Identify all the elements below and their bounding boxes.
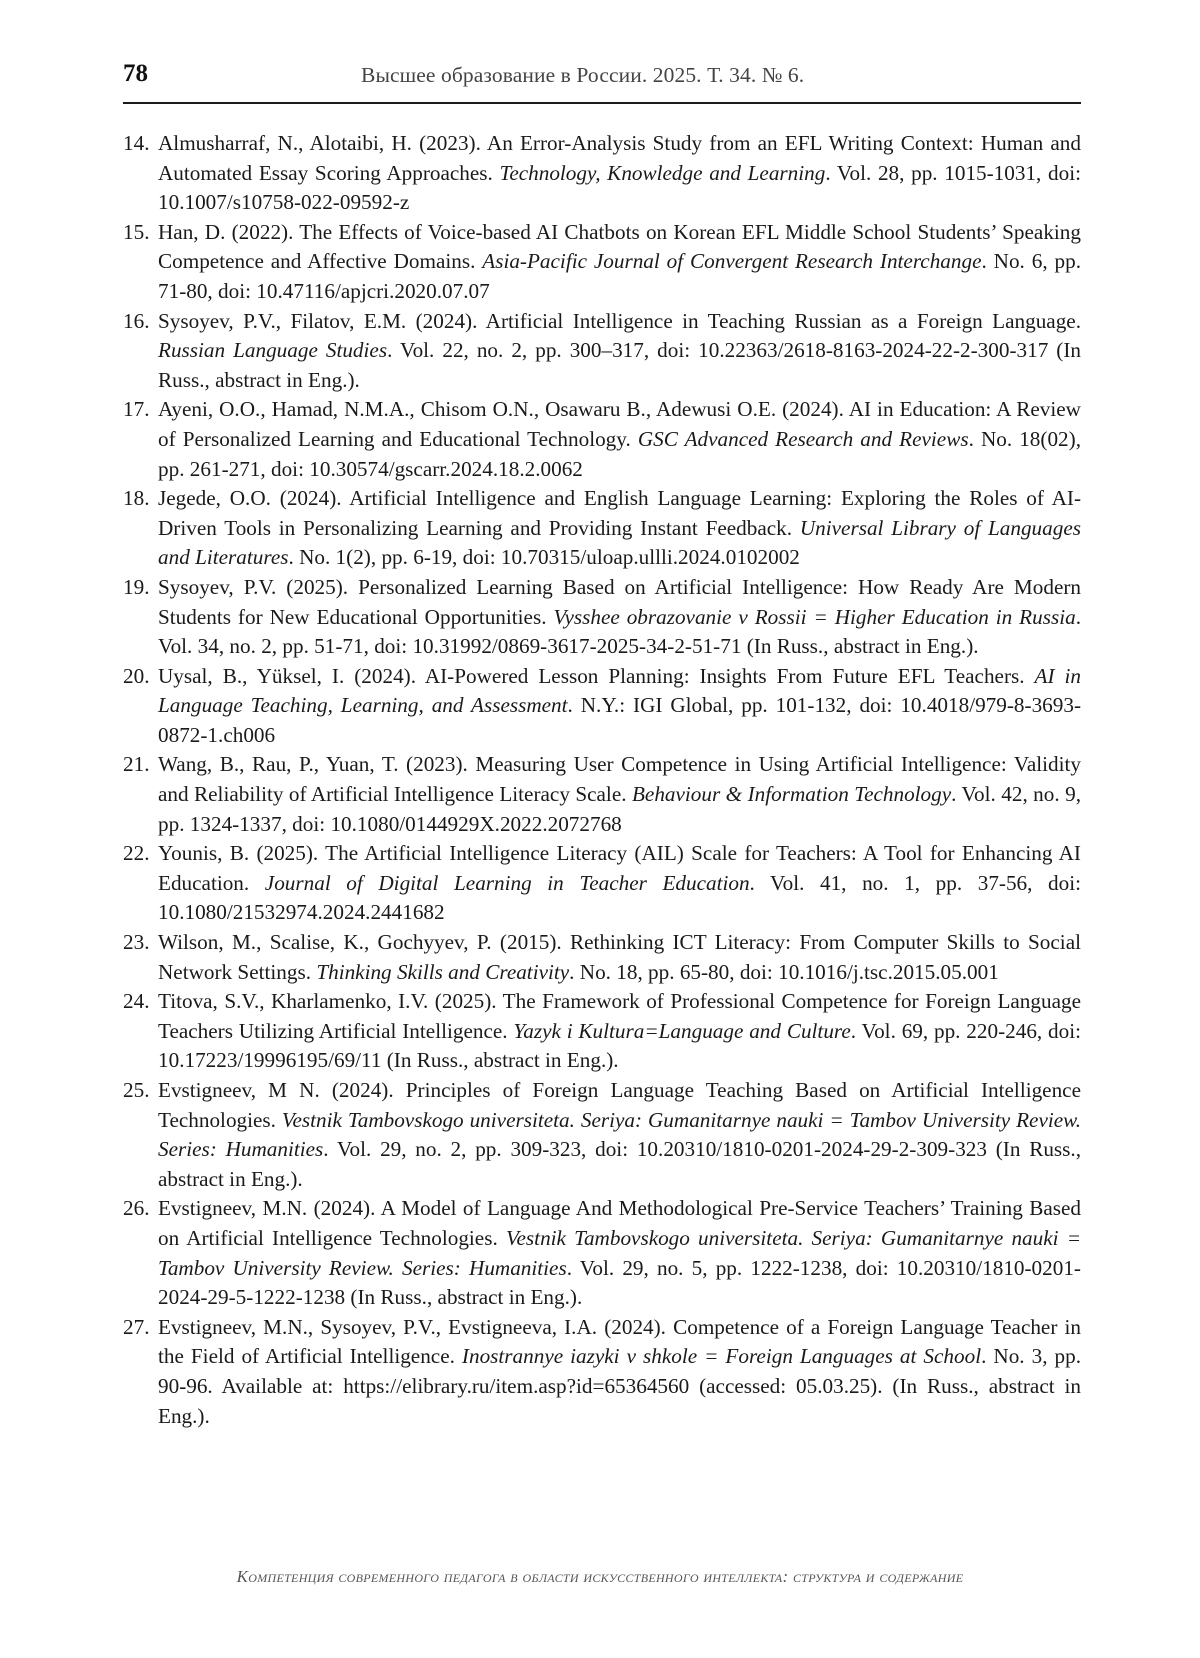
reference-journal: Behaviour & Information Technology bbox=[631, 782, 952, 807]
reference-details: . N.Y.: IGI Global, pp. 101-132, doi: 10.4018/979-8-3693-0872-1.ch006 bbox=[158, 693, 1081, 747]
reference-authors-title: Evstigneev, M N. (2024). Principles of Foreign Language Teaching Based on Artificial Intelligence Technologies. bbox=[158, 1078, 1081, 1132]
reference-item bbox=[123, 928, 1081, 987]
reference-authors-title: Evstigneev, M.N., Sysoyev, P.V., Evstigneeva, I.A. (2024). Competence of a Foreign Language Teacher in the Field of Artificial Intelligence. bbox=[158, 1314, 1081, 1369]
reference-journal: Vestnik Tambovskogo universiteta. Seriya: Gumanitarnye nauki = Tambov University Review. Series: Humanities bbox=[158, 1225, 1082, 1280]
reference-authors-title: Han, D. (2022). The Effects of Voice-based AI Chatbots on Korean EFL Middle School Students’ Speaking Competence and Affective Domains. bbox=[158, 219, 1081, 274]
reference-number: 16. bbox=[123, 308, 150, 333]
reference-item bbox=[123, 750, 1081, 839]
reference-authors-title: Sysoyev, P.V., Filatov, E.M. (2024). Artificial Intelligence in Teaching Russian as a Foreign Language. bbox=[158, 308, 1081, 333]
reference-journal: AI in Language Teaching, Learning, and Assessment bbox=[158, 663, 1081, 718]
reference-journal: Russian Language Studies bbox=[158, 338, 388, 363]
reference-number: 14. bbox=[123, 131, 150, 155]
reference-details: . No. 3, pp. 90-96. Available at: https://elibrary.ru/item.asp?id=65364560 (accessed: 05.03.25). (In Russ., abstract in Eng.). bbox=[158, 1344, 1081, 1428]
reference-item bbox=[123, 573, 1081, 662]
reference-item bbox=[123, 484, 1081, 573]
reference-details: . No. 6, pp. 71-80, doi: 10.47116/apjcri.2020.07.07 bbox=[158, 249, 1081, 303]
reference-journal: Technology, Knowledge and Learning bbox=[499, 160, 826, 185]
reference-number: 15. bbox=[123, 219, 150, 244]
reference-authors-title: Almusharraf, N., Alotaibi, H. (2023). An Error-Analysis Study from an EFL Writing Context: Human and Automated Essay Scoring Approaches. bbox=[158, 131, 1081, 185]
reference-details: . No. 1(2), pp. 6-19, doi: 10.70315/uloap.ullli.2024.0102002 bbox=[288, 545, 800, 570]
reference-authors-title: Uysal, B., Yüksel, I. (2024). AI-Powered Lesson Planning: Insights From Future EFL Teachers. bbox=[158, 663, 1035, 688]
reference-number: 17. bbox=[123, 397, 150, 422]
reference-item bbox=[123, 307, 1081, 396]
reference-authors-title: Titova, S.V., Kharlamenko, I.V. (2025). The Framework of Professional Competence for Foreign Language Teachers Utilizing Artificial Intelligence. bbox=[158, 989, 1081, 1043]
reference-journal: Vestnik Tambovskogo universiteta. Seriya: Gumanitarnye nauki = Tambov University Review. Series: Humanities bbox=[158, 1107, 1081, 1162]
reference-details: . Vol. 41, no. 1, pp. 37-56, doi: 10.1080/21532974.2024.2441682 bbox=[158, 870, 1082, 925]
reference-authors-title: Evstigneev, M.N. (2024). A Model of Language And Methodological Pre-Service Teachers’ Training Based on Artificial Intelligence Technologies. bbox=[158, 1196, 1081, 1250]
reference-journal: Vysshee obrazovanie v Rossii = Higher Education in Russia bbox=[553, 604, 1076, 629]
reference-details: . No. 18, pp. 65-80, doi: 10.1016/j.tsc.2015.05.001 bbox=[569, 959, 999, 984]
reference-journal: Asia-Pacific Journal of Convergent Research Interchange bbox=[482, 249, 982, 274]
reference-journal: Yazyk i Kultura=Language and Culture bbox=[513, 1018, 851, 1043]
reference-item bbox=[123, 129, 1081, 218]
reference-item bbox=[123, 662, 1081, 751]
reference-item bbox=[123, 1194, 1081, 1312]
reference-authors-title: Younis, B. (2025). The Artificial Intelligence Literacy (AIL) Scale for Teachers: A Tool for Enhancing AI Education. bbox=[158, 841, 1081, 895]
reference-details: . Vol. 42, no. 9, pp. 1324-1337, doi: 10.1080/0144929X.2022.2072768 bbox=[158, 782, 1081, 836]
reference-item bbox=[123, 395, 1081, 484]
reference-details: . Vol. 69, pp. 220-246, doi: 10.17223/19996195/69/11 (In Russ., abstract in Eng.). bbox=[158, 1018, 1082, 1073]
reference-item bbox=[123, 1076, 1081, 1194]
reference-number: 22. bbox=[123, 841, 150, 866]
reference-authors-title: Ayeni, O.O., Hamad, N.M.A., Chisom O.N., Osawaru B., Adewusi O.E. (2024). AI in Education: A Review of Personalized Learning and Educational Technology. bbox=[158, 397, 1081, 451]
page-header bbox=[123, 58, 1081, 104]
reference-number: 24. bbox=[123, 989, 150, 1014]
reference-details: . Vol. 22, no. 2, pp. 300–317, doi: 10.22363/2618-8163-2024-22-2-300-317 (In Russ., abstract in Eng.). bbox=[158, 338, 1081, 392]
reference-item bbox=[123, 218, 1081, 307]
reference-number: 27. bbox=[123, 1314, 150, 1339]
reference-number: 20. bbox=[123, 663, 150, 688]
reference-details: . Vol. 29, no. 5, pp. 1222-1238, doi: 10.20310/1810-0201-2024-29-5-1222-1238 (In Russ., abstract in Eng.). bbox=[158, 1255, 1081, 1310]
reference-journal: Inostrannye iazyki v shkole = Foreign Languages at School bbox=[461, 1344, 982, 1369]
reference-details: . No. 18(02), pp. 261-271, doi: 10.30574/gscarr.2024.18.2.0062 bbox=[158, 426, 1081, 481]
reference-item bbox=[123, 1313, 1081, 1431]
reference-journal: Universal Library of Languages and Literatures bbox=[158, 515, 1081, 570]
reference-details: . Vol. 28, pp. 1015-1031, doi: 10.1007/s10758-022-09592-z bbox=[158, 160, 1081, 215]
reference-item bbox=[123, 987, 1081, 1076]
reference-number: 18. bbox=[123, 486, 150, 511]
reference-item bbox=[123, 839, 1081, 928]
reference-number: 19. bbox=[123, 574, 150, 599]
reference-list bbox=[123, 129, 1081, 1431]
reference-number: 21. bbox=[123, 752, 150, 777]
reference-authors-title: Jegede, O.O. (2024). Artificial Intelligence and English Language Learning: Exploring the Roles of AI-Driven Tools in Personalizing Learning and Providing Instant Feedback. bbox=[158, 486, 1081, 540]
reference-number: 26. bbox=[123, 1196, 150, 1221]
running-head: Высшее образование в России. 2025. Т. 34. № 6. bbox=[361, 63, 805, 87]
reference-number: 25. bbox=[123, 1078, 150, 1102]
page-number: 78 bbox=[123, 60, 148, 87]
reference-journal: Journal of Digital Learning in Teacher Education bbox=[264, 870, 750, 895]
reference-details: . Vol. 29, no. 2, pp. 309-323, doi: 10.20310/1810-0201-2024-29-2-309-323 (In Russ., abstract in Eng.). bbox=[158, 1137, 1082, 1191]
reference-authors-title: Wang, B., Rau, P., Yuan, T. (2023). Measuring User Competence in Using Artificial Intelligence: Validity and Reliability of Artificial Intelligence Literacy Scale. bbox=[158, 752, 1081, 807]
running-footer: Компетенция современного педагога в области искусственного интеллекта: структура и содержание bbox=[236, 1567, 964, 1586]
reference-details: . Vol. 34, no. 2, pp. 51-71, doi: 10.31992/0869-3617-2025-34-2-51-71 (In Russ., abstract in Eng.). bbox=[158, 604, 1081, 659]
reference-journal: GSC Advanced Research and Reviews bbox=[637, 426, 969, 451]
reference-journal: Thinking Skills and Creativity bbox=[316, 959, 570, 984]
reference-authors-title: Wilson, M., Scalise, K., Gochyyev, P. (2015). Rethinking ICT Literacy: From Computer Skills to Social Network Settings. bbox=[158, 930, 1081, 984]
reference-authors-title: Sysoyev, P.V. (2025). Personalized Learning Based on Artificial Intelligence: How Ready Are Modern Students for New Educational Opportunities. bbox=[158, 574, 1081, 629]
reference-number: 23. bbox=[123, 930, 150, 955]
